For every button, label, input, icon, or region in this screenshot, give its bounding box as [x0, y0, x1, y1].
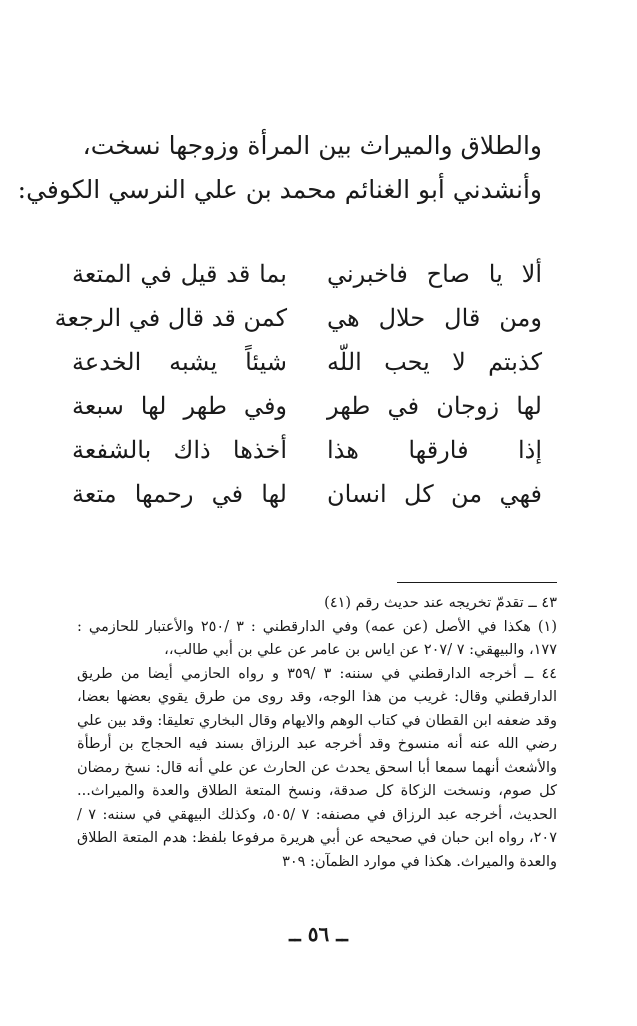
verse-second-hemistich: لها في رحمها متعة — [72, 480, 287, 508]
poem-verse — [54, 298, 542, 342]
verse-first-hemistich: كذبتم لا يحب اللّه — [327, 348, 542, 376]
poem — [54, 254, 542, 518]
footnote-separator — [397, 582, 557, 583]
verse-second-hemistich: وفي طهر لها سبعة — [72, 392, 287, 420]
poem-verse — [72, 430, 542, 474]
intro-line-2: وأنشدني أبو الغنائم محمد بن علي النرسي الكوفي: — [17, 175, 542, 204]
footnote: ٤٤ ــ أخرجه الدارقطني في سننه: ٣ /٣٥٩ و رواه الحازمي أيضا من طريق الدارقطني وقال: غريب من هذا الوجه، وقد روى من طرق يقوي بعضها بعضا، وقد ضعفه ابن القطان في كتاب الوهم والايهام وقال البخاري تعليقا: وقد بين علي رضي الله عنه أنه منسوخ وقد أخرجه عبد الرزاق بسند فيه الحجاج بن أرطأة والأشعث أنهما سمعا أبا اسحق يحدث عن الحارث عن علي أنه قال: نسخ رمضان كل صوم، ونسخت الزكاة كل صدقة، ونسخ المتعة الطلاق والعدة والميراث... الحديث، أخرجه عبد الرزاق في مصنفه: ٧ /٥٠٥، وكذلك البيهقي في سننه: ٧ /٢٠٧، رواه ابن حبان في صحيحه عن أبي هريرة مرفوعا بلفظ: هدم المتعة الطلاق والعدة والميراث. هكذا في موارد الظمآن: ٣٠٩ — [77, 665, 558, 870]
verse-first-hemistich: ألا يا صاح فاخبرني — [327, 260, 542, 288]
poem-verse — [72, 342, 542, 386]
verse-second-hemistich: بما قد قيل في المتعة — [72, 260, 287, 288]
poem-verse — [72, 254, 542, 298]
verse-first-hemistich: ومن قال حلال هي — [327, 304, 542, 332]
poem-verse — [72, 474, 542, 518]
verse-second-hemistich: أخذها ذاك بالشفعة — [72, 436, 287, 464]
page-number: ــ ٥٦ ــ — [289, 922, 348, 946]
poem-verse — [72, 386, 542, 430]
footnotes — [77, 592, 557, 874]
intro-line-1: والطلاق والميراث بين المرأة وزوجها نسخت، — [82, 131, 542, 160]
verse-first-hemistich: لها زوجان في طهر — [327, 392, 542, 420]
verse-first-hemistich: فهي من كل انسان — [327, 480, 542, 508]
verse-second-hemistich: كمن قد قال في الرجعة — [54, 304, 287, 332]
verse-second-hemistich: شيئاً يشبه الخدعة — [72, 348, 287, 376]
verse-first-hemistich: إذا فارقها هذا — [327, 436, 542, 464]
footnote: (١) هكذا في الأصل (عن عمه) وفي الدارقطني : ٣ /٢٥٠ والأعتبار للحازمي : ١٧٧، والبيهقي: ٧ /٢٠٧ عن اياس بن عامر عن علي بن أبي طالب،، — [77, 618, 558, 658]
footnote: ٤٣ ــ تقدمّ تخريجه عند حديث رقم (٤١) — [324, 595, 557, 611]
